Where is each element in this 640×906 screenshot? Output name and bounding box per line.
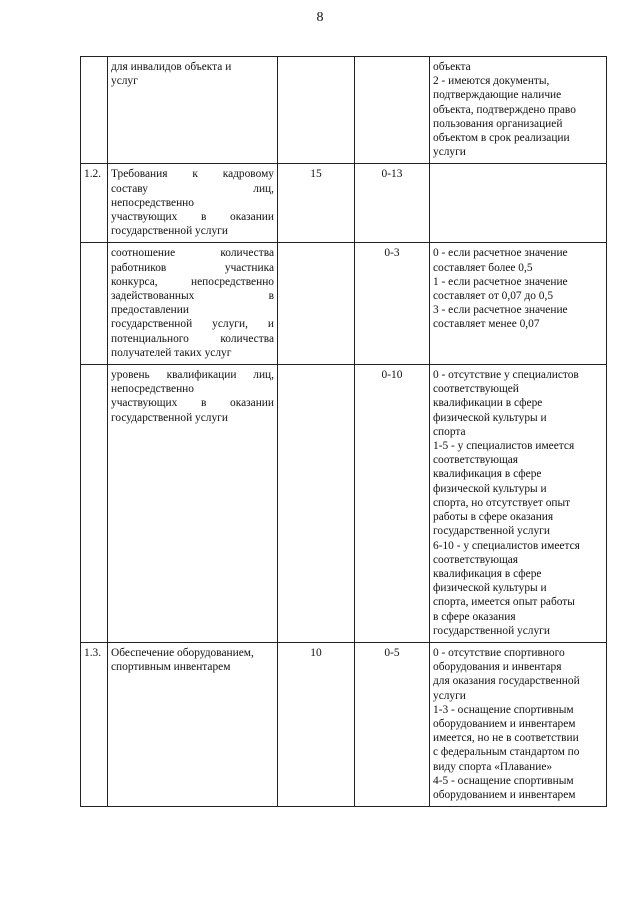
description-line: 0 - отсутствие спортивного <box>433 646 565 659</box>
description-line: подтверждающие наличие <box>433 89 562 102</box>
criterion-cell <box>108 642 278 806</box>
max-score-cell <box>278 243 355 365</box>
description-line: 0 - если расчетное значение <box>433 247 568 260</box>
description-line: услуги <box>433 689 466 702</box>
table-row <box>81 164 607 243</box>
description-line: физической культуры и <box>433 411 547 424</box>
criterion-line: работников участника <box>111 261 274 274</box>
description-line: соответствующей <box>433 383 519 396</box>
score-description-cell <box>430 57 607 164</box>
criterion-line: услуг <box>111 75 138 88</box>
max-score-cell: 10 <box>278 642 355 806</box>
score-range-cell: 0-5 <box>355 642 430 806</box>
max-score-cell: 15 <box>278 164 355 243</box>
description-line: объекта <box>433 61 471 73</box>
description-line: квалификация в сфере <box>433 468 542 481</box>
criterion-line: государственной услуги, и <box>111 318 274 331</box>
criterion-line: государственной услуги <box>111 411 228 424</box>
criteria-table-body <box>81 57 607 807</box>
criterion-line: потенциального количества <box>111 332 274 345</box>
row-number <box>81 365 108 643</box>
description-line: виду спорта «Плавание» <box>433 760 553 773</box>
description-line: услуги <box>433 146 466 159</box>
description-line: квалификации в сфере <box>433 397 543 410</box>
description-line: 1 - если расчетное значение <box>433 275 568 288</box>
description-line: спорта, имеется опыт работы <box>433 596 575 609</box>
description-line: квалификация в сфере <box>433 567 542 580</box>
criterion-line: составу лиц, <box>111 182 274 195</box>
criterion-line: для инвалидов объекта и <box>111 61 232 73</box>
page-number: 8 <box>316 10 324 25</box>
description-line: для оказания государственной <box>433 675 580 688</box>
score-description-cell <box>430 365 607 643</box>
criterion-line: спортивным инвентарем <box>111 661 231 674</box>
table-row <box>81 365 607 643</box>
criterion-cell <box>108 243 278 365</box>
criterion-line: участвующих в оказании <box>111 397 274 410</box>
description-line: государственной услуги <box>433 525 550 538</box>
score-range-cell: 0-3 <box>355 243 430 365</box>
description-line: работы в сфере оказания <box>433 511 554 524</box>
criterion-line: соотношение количества <box>111 247 274 260</box>
score-description-cell <box>430 164 607 243</box>
criterion-line: непосредственно <box>111 383 194 396</box>
description-line: 1-5 - у специалистов имеется <box>433 440 575 453</box>
score-range-cell: 0-10 <box>355 365 430 643</box>
score-description-cell <box>430 243 607 365</box>
description-line: соответствующая <box>433 553 519 566</box>
criterion-cell <box>108 57 278 164</box>
description-line: оборудования и инвентаря <box>433 661 562 674</box>
criterion-line: непосредственно <box>111 196 194 209</box>
row-number <box>81 243 108 365</box>
description-line: оборудованием и инвентарем <box>433 717 576 730</box>
criterion-line: Обеспечение оборудованием, <box>111 646 254 659</box>
criterion-line: конкурса, непосредственно <box>111 275 274 288</box>
row-number <box>81 57 108 164</box>
description-line: с федеральным стандартом по <box>433 746 580 759</box>
description-line: в сфере оказания <box>433 610 516 623</box>
description-line: 1-3 - оснащение спортивным <box>433 703 574 716</box>
description-line: спорта <box>433 425 466 438</box>
criterion-cell <box>108 365 278 643</box>
criterion-line: Требования к кадровому <box>111 168 274 181</box>
description-line: составляет менее 0,07 <box>433 318 540 331</box>
description-line: объектом в срок реализации <box>433 132 570 145</box>
description-line: 6-10 - у специалистов имеется <box>433 539 580 552</box>
description-line: физической культуры и <box>433 582 547 595</box>
description-line: составляет от 0,07 до 0,5 <box>433 290 554 303</box>
criterion-line: государственной услуги <box>111 225 228 238</box>
criterion-line: уровень квалификации лиц, <box>111 369 274 382</box>
criteria-table <box>80 56 607 807</box>
max-score-cell <box>278 365 355 643</box>
description-line: государственной услуги <box>433 624 550 637</box>
description-line: пользования организацией <box>433 117 563 130</box>
description-line: 2 - имеются документы, <box>433 75 550 88</box>
description-line: объекта, подтверждено право <box>433 103 576 116</box>
criterion-line: предоставлении <box>111 304 189 317</box>
criterion-line: получателей таких услуг <box>111 346 232 359</box>
description-line: 0 - отсутствие у специалистов <box>433 369 579 382</box>
score-range-cell: 0-13 <box>355 164 430 243</box>
description-line: 4-5 - оснащение спортивным <box>433 774 574 787</box>
score-range-cell <box>355 57 430 164</box>
description-line: физической культуры и <box>433 482 547 495</box>
description-line: спорта, но отсутствует опыт <box>433 496 571 509</box>
criterion-line: участвующих в оказании <box>111 211 274 224</box>
description-line: имеется, но не в соответствии <box>433 732 579 745</box>
max-score-cell <box>278 57 355 164</box>
description-line: составляет более 0,5 <box>433 261 533 274</box>
criterion-line: задействованных в <box>111 290 274 303</box>
description-line: оборудованием и инвентарем <box>433 788 576 801</box>
table-row <box>81 243 607 365</box>
description-line: соответствующая <box>433 454 519 467</box>
table-row <box>81 57 607 164</box>
row-number: 1.3. <box>81 642 108 806</box>
description-line: 3 - если расчетное значение <box>433 304 568 317</box>
criterion-cell <box>108 164 278 243</box>
row-number: 1.2. <box>81 164 108 243</box>
score-description-cell <box>430 642 607 806</box>
table-row <box>81 642 607 806</box>
